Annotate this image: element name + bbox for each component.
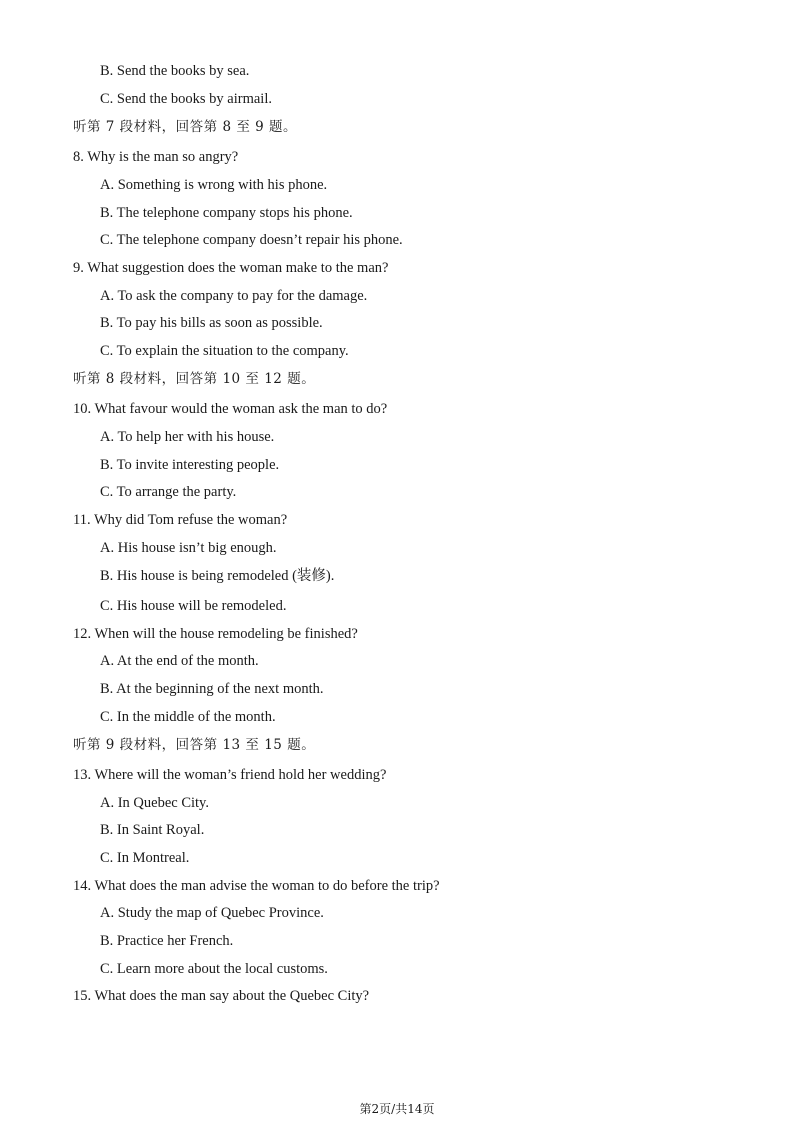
question-12: 12. When will the house remodeling be finished?	[73, 626, 358, 642]
q10-option-b: B. To invite interesting people.	[100, 457, 280, 473]
question-14: 14. What does the man advise the woman to do before the trip?	[73, 878, 440, 894]
q8-option-b: B. The telephone company stops his phone.	[100, 205, 353, 221]
q11-option-c: C. His house will be remodeled.	[100, 598, 287, 614]
section-9-instruction: 听第 9 段材料，回答第 13 至 15 题。	[73, 737, 316, 753]
q9-option-b: B. To pay his bills as soon as possible.	[100, 315, 323, 331]
q12-option-c: C. In the middle of the month.	[100, 709, 276, 725]
page-number: 第2页/共14页	[359, 1102, 435, 1116]
q14-option-a: A. Study the map of Quebec Province.	[100, 905, 324, 921]
q14-option-c: C. Learn more about the local customs.	[100, 961, 328, 977]
q11-option-a: A. His house isn’t big enough.	[100, 540, 277, 556]
q12-option-a: A. At the end of the month.	[100, 653, 259, 669]
question-15: 15. What does the man say about the Quebec City?	[73, 988, 370, 1004]
q10-option-c: C. To arrange the party.	[100, 484, 237, 500]
q14-option-b: B. Practice her French.	[100, 933, 234, 949]
q10-option-a: A. To help her with his house.	[100, 429, 275, 445]
q13-option-a: A. In Quebec City.	[100, 795, 209, 811]
q7-option-b: B. Send the books by sea.	[100, 63, 250, 79]
question-13: 13. Where will the woman’s friend hold her wedding?	[73, 767, 387, 783]
q13-option-b: B. In Saint Royal.	[100, 822, 205, 838]
section-7-instruction: 听第 7 段材料，回答第 8 至 9 题。	[73, 119, 298, 135]
q11-option-b: B. His house is being remodeled (装修).	[100, 568, 335, 584]
question-10: 10. What favour would the woman ask the man to do?	[73, 401, 388, 417]
q9-option-a: A. To ask the company to pay for the damage.	[100, 288, 368, 304]
q12-option-b: B. At the beginning of the next month.	[100, 681, 324, 697]
q9-option-c: C. To explain the situation to the company.	[100, 343, 349, 359]
q8-option-a: A. Something is wrong with his phone.	[100, 177, 328, 193]
question-8: 8. Why is the man so angry?	[73, 149, 239, 165]
q8-option-c: C. The telephone company doesn’t repair his phone.	[100, 232, 403, 248]
section-8-instruction: 听第 8 段材料，回答第 10 至 12 题。	[73, 371, 316, 387]
question-11: 11. Why did Tom refuse the woman?	[73, 512, 288, 528]
q7-option-c: C. Send the books by airmail.	[100, 91, 272, 107]
question-9: 9. What suggestion does the woman make to the man?	[73, 260, 389, 276]
q13-option-c: C. In Montreal.	[100, 850, 190, 866]
